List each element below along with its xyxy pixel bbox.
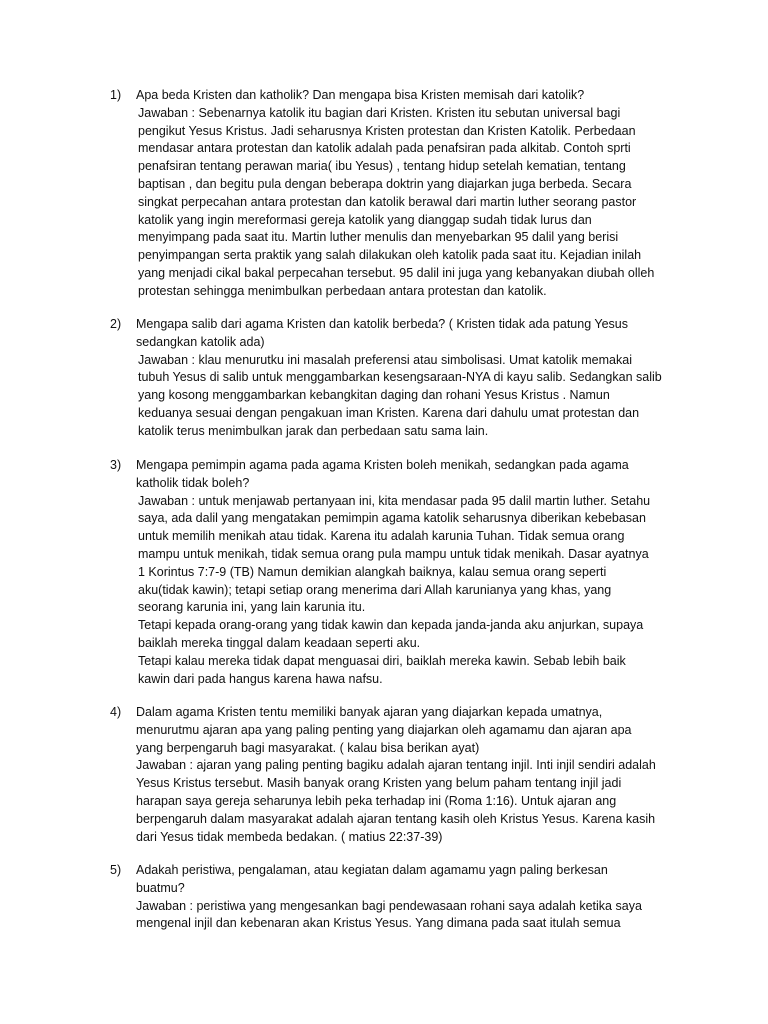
answer-line: katolik terus menimbulkan jarak dan perbedaan satu sama lain. [138, 423, 489, 438]
question-number: 3) [110, 458, 122, 472]
answer-line: keduanya sesuai dengan pengakuan iman Kristen. Karena dari dahulu umat protestan dan [138, 405, 640, 420]
answer-line: mengenal injil dan kebenaran akan Kristus Yesus. Yang dimana pada saat itulah semua [136, 916, 621, 931]
answer-line: protestan sehingga menimbulkan perbedaan antara protestan dan katolik. [138, 283, 547, 298]
answer-line: Jawaban : Sebenarnya katolik itu bagian dari Kristen. Kristen itu sebutan universal bagi [138, 105, 621, 120]
question-text: Apa beda Kristen dan katholik? Dan mengapa bisa Kristen memisah dari katolik? [136, 88, 585, 102]
question-continuation: sedangkan katolik ada) [136, 334, 265, 349]
question-5 [110, 862, 685, 880]
qa-item-4 [110, 704, 685, 846]
question-number: 5) [110, 863, 122, 877]
answer-line: dari Yesus tidak membeda bedakan. ( matius 22:37-39) [136, 829, 443, 844]
answer-line: Yesus Kristus tersebut. Masih banyak orang Kristen yang belum paham tentang injil jadi [136, 776, 622, 791]
answer-line: baiklah mereka tinggal dalam keadaan seperti aku. [138, 635, 421, 650]
answer-line: yang kosong menggambarkan kebangkitan daging dan rohani Yesus Kristus . Namun [138, 388, 610, 403]
question-1 [110, 87, 685, 105]
answer-1 [110, 105, 685, 301]
question-number: 1) [110, 88, 122, 102]
question-number: 4) [110, 705, 122, 719]
answer-line: saya, ada dalil yang mengatakan pemimpin agama katolik seharusnya diberikan kebebasan [138, 511, 646, 526]
answer-line: Jawaban : untuk menjawab pertanyaan ini, kita mendasar pada 95 dalil martin luther. Setahu [138, 493, 651, 508]
question-text: Dalam agama Kristen tentu memiliki banyak ajaran yang diajarkan kepada umatnya, [136, 705, 603, 719]
answer-line: tubuh Yesus di salib untuk menggambarkan kesengsaraan-NYA di kayu salib. Sedangkan salib [138, 370, 662, 385]
answer-5 [110, 898, 685, 934]
answer-line: mampu untuk menikah, tidak semua orang pula mampu untuk tidak menikah. Dasar ayatnya [138, 546, 649, 561]
answer-line: untuk memilih menikah atau tidak. Karena itu adalah karunia Tuhan. Tidak semua orang [138, 529, 625, 544]
qa-item-5 [110, 862, 685, 933]
answer-line: aku(tidak kawin); tetapi setiap orang menerima dari Allah karunianya yang khas, yang [138, 582, 612, 597]
answer-line: baptisan , dan begitu pula dengan beberapa doktrin yang diajarkan juga berbeda. Secara [138, 176, 632, 191]
answer-line: penyimpangan serta praktik yang salah dilakukan oleh katolik pada saat itu. Kejadian inilah [138, 248, 642, 263]
question-text: Adakah peristiwa, pengalaman, atau kegiatan dalam agamamu yagn paling berkesan [136, 863, 608, 877]
question-continuation: yang berpengaruh bagi masyarakat. ( kalau bisa berikan ayat) [136, 740, 480, 755]
answer-line: penafsiran tentang perawan maria( ibu Yesus) , tentang hidup setelah kematian, tentang [138, 159, 626, 174]
question-4 [110, 704, 685, 722]
answer-line: Jawaban : klau menurutku ini masalah preferensi atau simbolisasi. Umat katolik memakai [138, 352, 632, 367]
qa-item-3 [110, 457, 685, 688]
question-text: Mengapa salib dari agama Kristen dan katolik berbeda? ( Kristen tidak ada patung Yesus [136, 317, 628, 331]
answer-line: singkat perpecahan antara protestan dan katolik berawal dari martin luther seorang pastor [138, 194, 637, 209]
answer-line: kawin dari pada hangus karena hawa nafsu. [138, 671, 383, 686]
answer-line: Tetapi kalau mereka tidak dapat menguasai diri, baiklah mereka kawin. Sebab lebih baik [138, 653, 626, 668]
answer-3 [110, 493, 685, 689]
answer-line: berpengaruh dalam masyarakat adalah ajaran tentang kasih oleh Kristus Yesus. Karena kasih [136, 811, 656, 826]
qa-item-1 [110, 87, 685, 301]
answer-line: katolik yang ingin mereformasi gereja katolik yang dianggap sudah tidak lurus dan [138, 212, 592, 227]
answer-4 [110, 757, 685, 846]
qa-item-2 [110, 316, 685, 441]
answer-line: Tetapi kepada orang-orang yang tidak kawin dan kepada janda-janda aku anjurkan, supaya [138, 618, 644, 633]
question-continuation: buatmu? [136, 880, 185, 895]
answer-line: pengikut Yesus Kristus. Jadi seharusnya Kristen protestan dan Kristen Katolik. Perbedaan [138, 123, 636, 138]
question-continuation: menurutmu ajaran apa yang paling penting yang diajarkan oleh agamamu dan ajaran apa [136, 722, 632, 737]
question-number: 2) [110, 317, 122, 331]
answer-line: seorang karunia ini, yang lain karunia itu. [138, 600, 366, 615]
question-continuation: katholik tidak boleh? [136, 475, 250, 490]
answer-line: yang menjadi cikal bakal perpecahan tersebut. 95 dalil ini juga yang kebanyakan diubah olleh [138, 265, 655, 280]
question-2 [110, 316, 685, 334]
answer-line: menyimpang pada saat itu. Martin luther menulis dan menyebarkan 95 dalil yang berisi [138, 230, 619, 245]
answer-line: 1 Korintus 7:7-9 (TB) Namun demikian alangkah baiknya, kalau semua orang seperti [138, 564, 607, 579]
answer-2 [110, 352, 685, 441]
answer-line: Jawaban : peristiwa yang mengesankan bagi pendewasaan rohani saya adalah ketika saya [136, 898, 642, 913]
answer-line: Jawaban : ajaran yang paling penting bagiku adalah ajaran tentang injil. Inti injil sendiri adalah [136, 758, 656, 773]
answer-line: harapan saya gereja seharunya lebih peka terhadap ini (Roma 1:16). Untuk ajaran ang [136, 793, 617, 808]
question-3 [110, 457, 685, 475]
question-text: Mengapa pemimpin agama pada agama Kristen boleh menikah, sedangkan pada agama [136, 458, 629, 472]
answer-line: mendasar antara protestan dan katolik adalah pada penafsiran pada alkitab. Contoh sprti [138, 141, 631, 156]
